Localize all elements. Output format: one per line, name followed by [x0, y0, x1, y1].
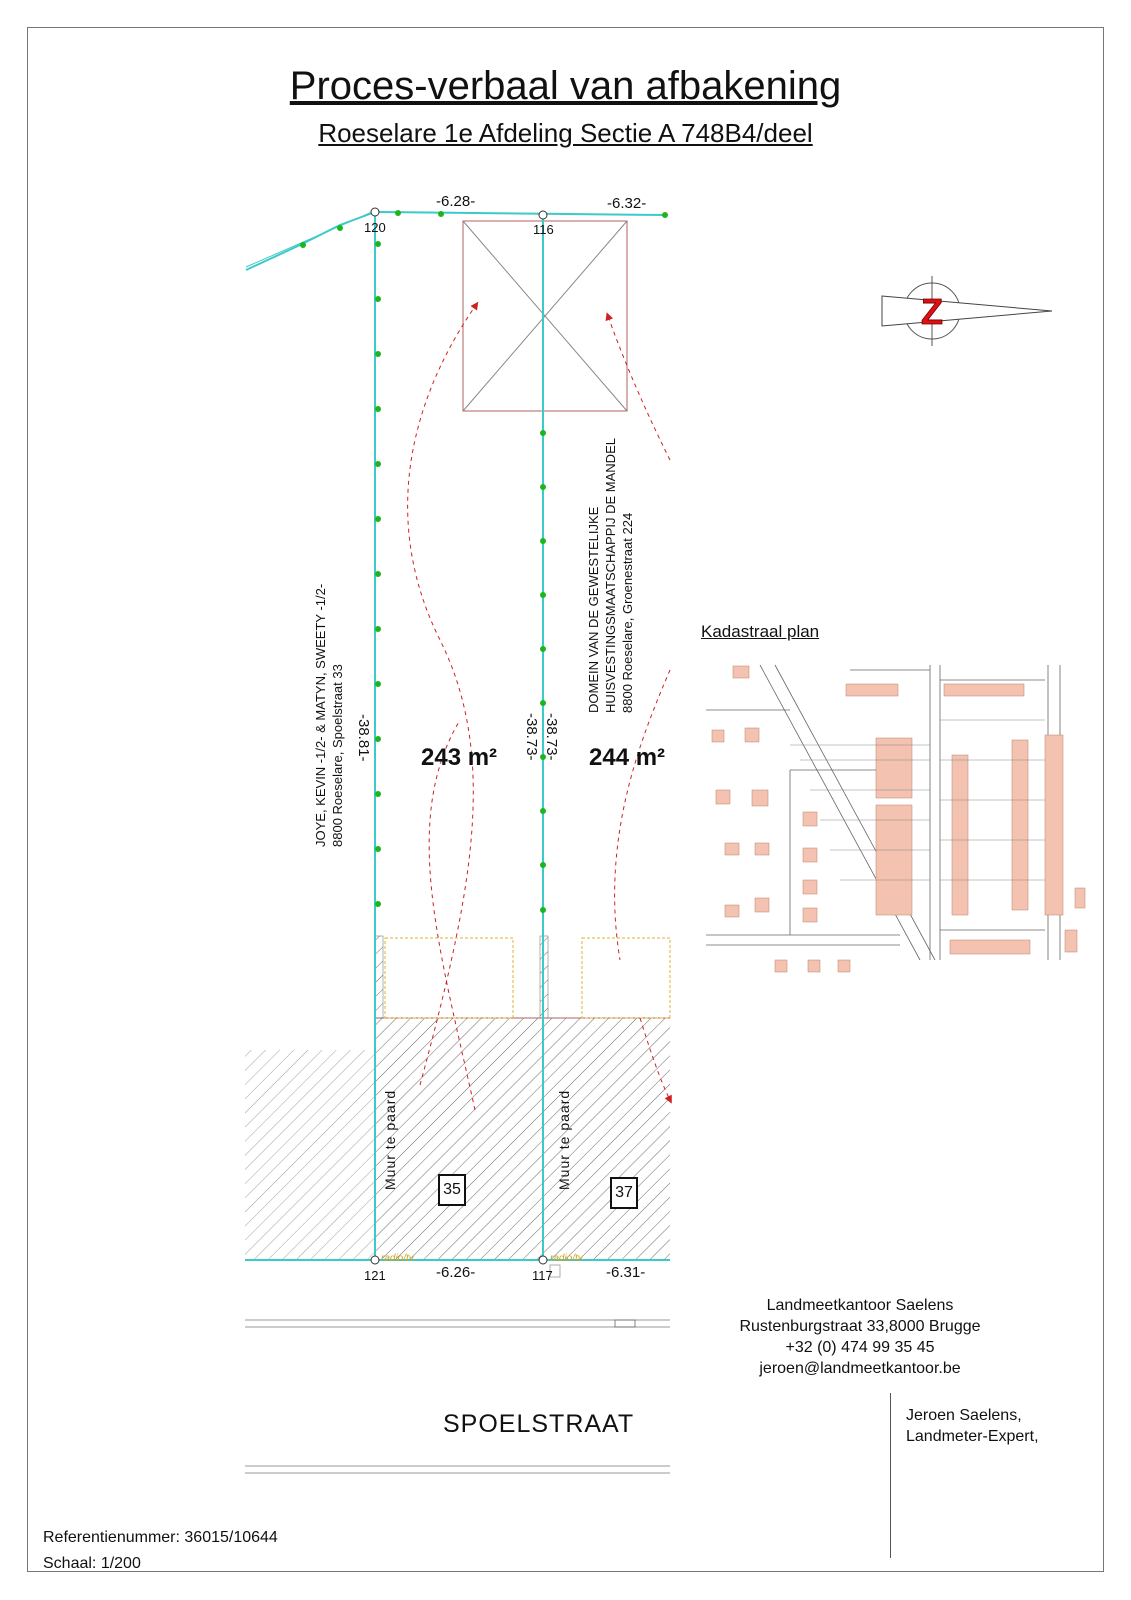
radio-tv-right: radio/tv — [550, 1253, 583, 1264]
dimension-top-right: -6.32- — [607, 195, 647, 212]
annex-left — [385, 938, 513, 1018]
house-number-35: 35 — [438, 1174, 466, 1206]
dimension-bottom-left: -6.26- — [436, 1264, 476, 1281]
dimension-middle-b: -38.73- — [543, 713, 560, 761]
reference-block — [43, 1525, 278, 1577]
area-left: 243 m² — [421, 744, 498, 771]
neighbour-building-left — [245, 1050, 375, 1260]
annex-right — [582, 938, 670, 1018]
kadastraal-plan-title: Kadastraal plan — [701, 622, 820, 641]
street-name: SPOELSTRAAT — [443, 1410, 635, 1438]
point-117: 117 — [532, 1268, 553, 1283]
wall-label-left: Muur te paard — [382, 1089, 398, 1190]
dimension-top-left: -6.28- — [436, 193, 476, 210]
signature-name: Jeroen Saelens, — [906, 1407, 1022, 1424]
signature-divider — [890, 1393, 891, 1558]
owner-left — [312, 584, 346, 847]
document-title: Proces-verbaal van afbakening — [289, 64, 842, 108]
owner-right-line2: HUISVESTINGSMAATSCHAPPIJ DE MANDEL — [603, 438, 618, 713]
building-35 — [375, 1018, 540, 1260]
north-arrow-icon — [882, 276, 1052, 346]
point-120: 120 — [364, 220, 386, 235]
point-121: 121 — [364, 1268, 386, 1283]
house-number-37: 37 — [610, 1177, 638, 1209]
signature-block — [906, 1405, 1039, 1447]
dimension-left-side: -38.81- — [355, 714, 372, 762]
radio-tv-left: radio/tv — [381, 1253, 414, 1264]
owner-right-address: 8800 Roeselare, Groenestraat 224 — [620, 512, 635, 713]
svg-text:Z: Z — [921, 291, 943, 332]
point-116: 116 — [533, 222, 554, 237]
document-subtitle: Roeselare 1e Afdeling Sectie A 748B4/deel — [318, 118, 813, 148]
owner-left-name: JOYE, KEVIN -1/2- & MATYN, SWEETY -1/2- — [313, 583, 328, 847]
area-right: 244 m² — [589, 744, 666, 771]
office-email: jeroen@landmeetkantoor.be — [759, 1360, 961, 1377]
street-lines — [245, 1320, 670, 1473]
office-name: Landmeetkantoor Saelens — [766, 1297, 954, 1314]
office-block — [700, 1295, 1020, 1379]
reference-number: Referentienummer: 36015/10644 — [43, 1529, 278, 1546]
cadastral-plan — [706, 660, 1091, 980]
owner-right — [585, 438, 636, 713]
signature-role: Landmeter-Expert, — [906, 1428, 1039, 1445]
dimension-bottom-right: -6.31- — [606, 1264, 646, 1281]
wall-label-right: Muur te paard — [556, 1089, 572, 1190]
office-address: Rustenburgstraat 33,8000 Brugge — [739, 1318, 981, 1335]
office-phone: +32 (0) 474 99 35 45 — [785, 1339, 935, 1356]
owner-left-address: 8800 Roeselare, Spoelstraat 33 — [330, 664, 345, 847]
dimension-middle-a: -38.73- — [523, 713, 540, 761]
owner-right-line1: DOMEIN VAN DE GEWESTELIJKE — [586, 506, 601, 713]
scale: Schaal: 1/200 — [43, 1555, 141, 1572]
